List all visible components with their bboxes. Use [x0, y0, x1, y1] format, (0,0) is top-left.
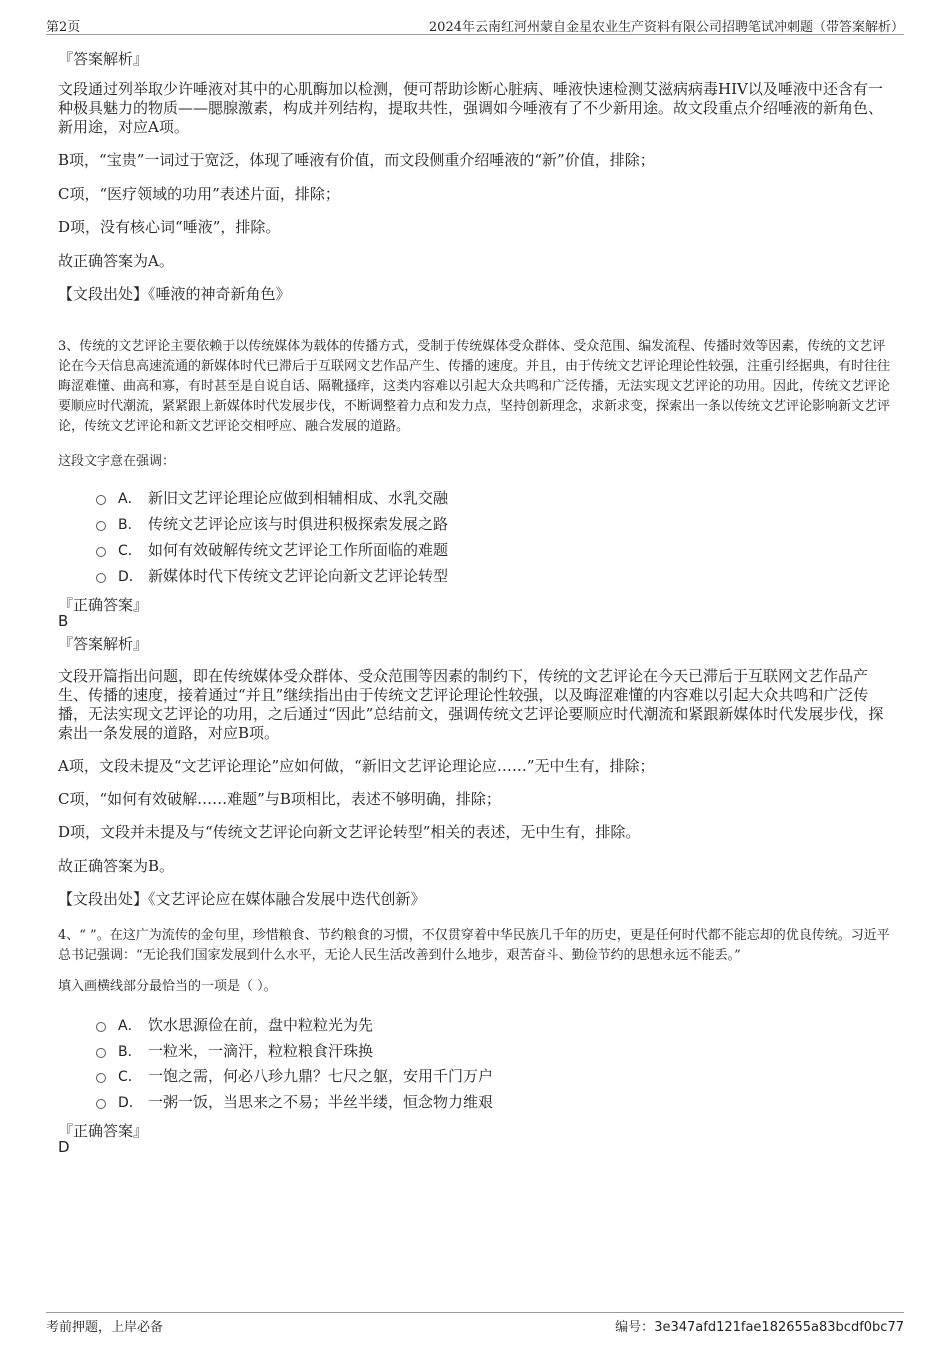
correct-answer: D — [58, 1138, 70, 1156]
q4-option-a[interactable]: A． 饮水思源俭在前，盘中粒粒光为先 — [96, 1014, 373, 1034]
radio-icon[interactable] — [96, 1073, 106, 1083]
q4-option-c[interactable]: C． 一饱之需，何必八珍九鼎？七尺之躯，安用千门万户 — [96, 1065, 493, 1085]
radio-icon[interactable] — [96, 547, 106, 557]
q3-option-a[interactable]: A． 新旧文艺评论理论应做到相辅相成、水乳交融 — [96, 487, 448, 507]
correct-answer-label: 『正确答案』 — [58, 596, 149, 614]
correct-answer-label: 『正确答案』 — [58, 1122, 149, 1140]
question-4-text: 4、“ ”。在这广为流传的金句里，珍惜粮食、节约粮食的习惯，不仅贯穿着中华民族几千年的历史，更是任何时代都不能忘却的优良传统。习近平总书记强调：“无论我们国家发展到什么水平，无论人民生活改善到什么地步，艰苦奋斗、勤俭节约的思想永远不能丢。” — [58, 928, 890, 963]
page-footer — [46, 1312, 904, 1335]
q3-option-c[interactable]: C． 如何有效破解传统文艺评论工作所面临的难题 — [96, 539, 448, 559]
option-c-note: C项，“医疗领域的功用”表述片面，排除； — [58, 185, 340, 203]
question-3-text: 3、传统的文艺评论主要依赖于以传统媒体为载体的传播方式，受制于传统媒体受众群体、受众范围、编发流程、传播时效等因素，传统的文艺评论在今天信息高速流通的新媒体时代已滞后于互联网文艺作品产生、传播的速度。并且，由于传统文艺评论理论性较强，注重引经据典，有时往往晦涩难懂、曲高和寡，有时甚至是自说自话、隔靴搔痒，这类内容难以引起大众共鸣和广泛传播，无法实现文艺评论的功用。因此，传统文艺评论要顺应时代潮流，紧紧跟上新媒体时代发展步伐，不断调整着力点和发力点，坚持创新理念，求新求变，探索出一条以传统文艺评论影响新文艺评论，传统文艺评论和新文艺评论交相呼应、融合发展的道路。 — [58, 339, 891, 434]
radio-icon[interactable] — [96, 521, 106, 531]
footer-slogan: 考前押题，上岸必备 — [46, 1320, 164, 1335]
page-header — [46, 14, 904, 35]
code-value: 3e347afd121fae182655a83bcdf0bc77 — [654, 1320, 904, 1335]
source-note: 【文段出处】《唾液的神奇新角色》 — [58, 285, 291, 303]
document-title: 2024年云南红河州蒙自金星农业生产资料有限公司招聘笔试冲刺题（带答案解析） — [428, 20, 904, 35]
correct-answer: B — [58, 612, 69, 630]
analysis-paragraph: 文段开篇指出问题，即在传统媒体受众群体、受众范围等因素的制约下，传统的文艺评论在今天已滞后于互联网文艺作品产生、传播的速度，接着通过“并且”继续指出由于传统文艺评论理论性较强，以及晦涩难懂的内容难以引起大众共鸣和广泛传播，无法实现文艺评论的功用，之后通过“因此”总结前文，强调传统文艺评论要顺应时代潮流和紧跟新媒体时代发展步伐，探索出一条发展的道路，对应B项。 — [58, 667, 884, 742]
option-a-note: A项，文段未提及“文艺评论理论”应如何做，“新旧文艺评论理论应……”无中生有，排除； — [58, 757, 655, 775]
analysis-label: 『答案解析』 — [58, 50, 149, 68]
radio-icon[interactable] — [96, 495, 106, 505]
radio-icon[interactable] — [96, 1048, 106, 1058]
conclusion: 故正确答案为B。 — [58, 857, 175, 875]
analysis-label: 『答案解析』 — [58, 635, 149, 653]
conclusion: 故正确答案为A。 — [58, 252, 174, 270]
q3-option-d[interactable]: D． 新媒体时代下传统文艺评论向新文艺评论转型 — [96, 565, 448, 585]
question-3-prompt: 这段文字意在强调： — [58, 454, 176, 469]
option-d-note: D项，文段并未提及与“传统文艺评论向新文艺评论转型”相关的表述，无中生有，排除。 — [58, 823, 641, 841]
q3-option-b[interactable]: B． 传统文艺评论应该与时俱进积极探索发展之路 — [96, 513, 448, 533]
option-b-note: B项，“宝贵”一词过于宽泛，体现了唾液有价值，而文段侧重介绍唾液的“新”价值，排除； — [58, 151, 655, 169]
radio-icon[interactable] — [96, 573, 106, 583]
q4-option-d[interactable]: D． 一粥一饭，当思来之不易；半丝半缕，恒念物力维艰 — [96, 1091, 493, 1111]
code-label: 编号： — [615, 1320, 655, 1335]
question-4-prompt: 填入画横线部分最恰当的一项是（ ）。 — [58, 979, 277, 994]
radio-icon[interactable] — [96, 1099, 106, 1109]
option-c-note: C项，“如何有效破解……难题”与B项相比，表述不够明确，排除； — [58, 790, 501, 808]
page-number: 第2页 — [46, 20, 81, 35]
radio-icon[interactable] — [96, 1022, 106, 1032]
source-note: 【文段出处】《文艺评论应在媒体融合发展中迭代创新》 — [58, 890, 426, 908]
q4-option-b[interactable]: B． 一粒米，一滴汗，粒粒粮食汗珠换 — [96, 1040, 373, 1060]
option-d-note: D项，没有核心词“唾液”，排除。 — [58, 218, 281, 236]
analysis-paragraph: 文段通过列举取少许唾液对其中的心肌酶加以检测，便可帮助诊断心脏病、唾液快速检测艾滋病病毒HIV以及唾液中还含有一种极具魅力的物质——腮腺激素，构成并列结构，提取共性，强调如今唾液有了不少新用途。故文段重点介绍唾液的新角色、新用途，对应A项。 — [58, 80, 884, 136]
document-code — [615, 1316, 904, 1335]
